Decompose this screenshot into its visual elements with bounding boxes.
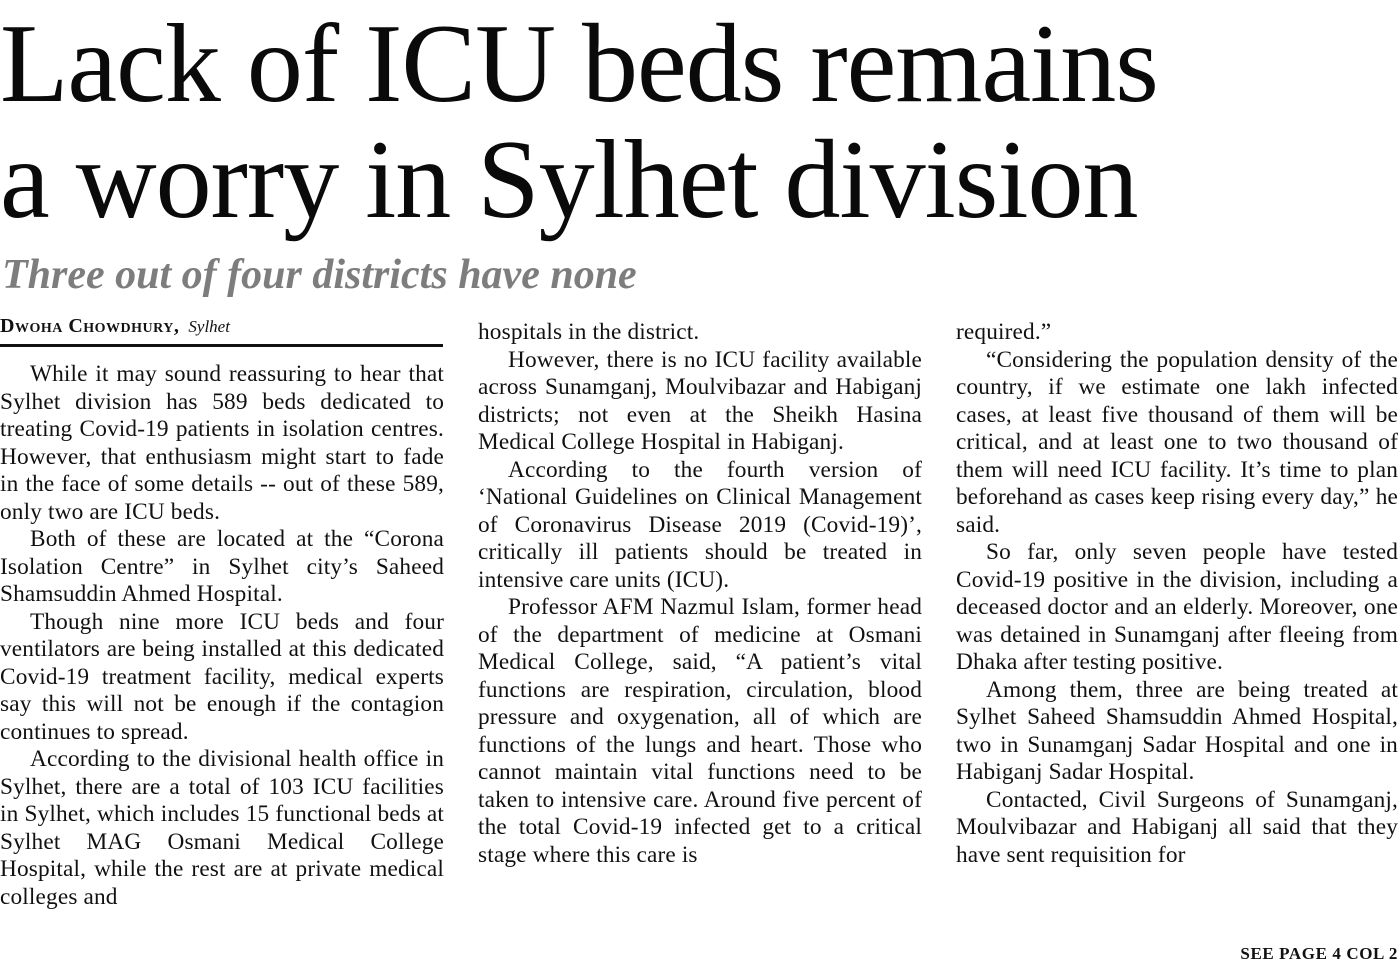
article-paragraph: According to the fourth version of ‘National Guidelines on Clinical Management of Coronavirus Disease 2019 (Covid-19)’, critically ill patients should be treated in intensive care units (ICU). xyxy=(478,456,922,593)
article-paragraph: Both of these are located at the “Corona Isolation Centre” in Sylhet city’s Saheed Shamsuddin Ahmed Hospital. xyxy=(0,526,444,607)
article-paragraph: So far, only seven people have tested Covid-19 positive in the division, including a deceased doctor and an elderly. Moreover, one was detained in Sunamganj after fleeing from Dhaka after testing positive. xyxy=(956,539,1398,675)
article-paragraph: Professor AFM Nazmul Islam, former head of the department of medicine at Osmani Medical College, said, “A patient’s vital functions are respiration, circulation, blood pressure and oxygenation, all of which are functions of the lungs and heart. Those who cannot maintain vital functions need to be taken to intensive care. Around five percent of the total Covid-19 infected get to a critical stage where this care is xyxy=(478,594,922,868)
article-paragraph: Though nine more ICU beds and four ventilators are being installed at this dedicated Covid-19 treatment facility, medical experts say this will not be enough if the contagion continues to spread. xyxy=(0,608,444,745)
continued-jump-line: SEE PAGE 4 COL 2 xyxy=(1240,944,1398,963)
byline-location: Sylhet xyxy=(188,317,230,336)
article-paragraph: However, there is no ICU facility available across Sunamganj, Moulvibazar and Habiganj districts; not even at the Sheikh Hasina Medical College Hospital in Habiganj. xyxy=(478,346,922,455)
headline xyxy=(0,2,1400,242)
article-paragraph: Contacted, Civil Surgeons of Sunamganj, Moulvibazar and Habiganj all said that they have sent requisition for xyxy=(956,786,1398,868)
article-paragraph-continued: hospitals in the district. xyxy=(478,319,700,345)
byline xyxy=(0,312,443,347)
headline-line-1: Lack of ICU beds remains xyxy=(0,2,1158,126)
byline-author: Dwoha Chowdhury, xyxy=(0,315,180,337)
article-column-3 xyxy=(956,319,1398,869)
article-paragraph: According to the divisional health office in Sylhet, there are a total of 103 ICU facilities in Sylhet, which includes 15 functional beds at Sylhet MAG Osmani Medical College Hospital, while the rest are at private medical colleges and xyxy=(0,746,444,910)
article-paragraph: While it may sound reassuring to hear that Sylhet division has 589 beds dedicated to treating Covid-19 patients in isolation centres. However, that enthusiasm might start to fade in the face of some details -- out of these 589, only two are ICU beds. xyxy=(0,361,444,525)
article-paragraph: “Considering the population density of the country, if we estimate one lakh infected cases, at least five thousand of them will be critical, and at least one to two thousand of them will need ICU facility. It’s time to plan beforehand as cases keep rising every day,” he said. xyxy=(956,346,1398,538)
article-paragraph-continued: required.” xyxy=(956,319,1052,345)
article-column-1 xyxy=(0,361,444,911)
article-column-2 xyxy=(478,319,922,869)
article-paragraph: Among them, three are being treated at Sylhet Saheed Shamsuddin Ahmed Hospital, two in Sunamganj Sadar Hospital and one in Habiganj Sadar Hospital. xyxy=(956,676,1398,785)
headline-line-2: a worry in Sylhet division xyxy=(0,118,1138,242)
subheadline: Three out of four districts have none xyxy=(2,252,637,298)
